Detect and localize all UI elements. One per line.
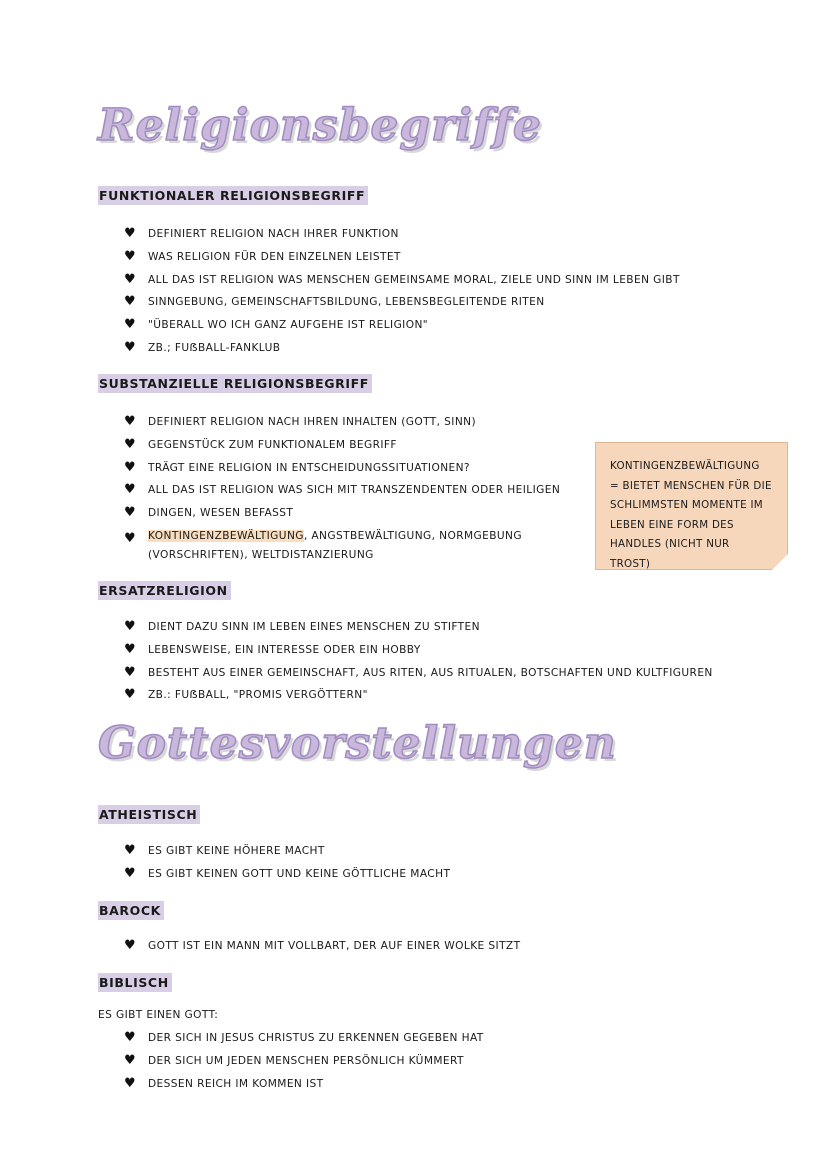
list-substanziell: [124, 416, 560, 575]
list-item: ♥ ZB.; FUẞBALL-FANKLUB: [124, 339, 281, 355]
list-item: ♥ DEFINIERT RELIGION NACH IHREN INHALTEN (GOTT, SINN): [124, 414, 476, 429]
list-item: ♥ DINGEN, WESEN BEFASST: [124, 505, 294, 521]
list-item: ♥ SINNGEBUNG, GEMEINSCHAFTSBILDUNG, LEBENSBEGLEITENDE RITEN: [124, 294, 545, 310]
note-corner-fold: [772, 554, 788, 570]
note-line: LEBEN EINE FORM DES: [610, 518, 734, 531]
list-item: ♥ DIENT DAZU SINN IM LEBEN EINES MENSCHEN ZU STIFTEN: [124, 619, 480, 634]
heart-bullet-icon: ♥: [124, 530, 137, 546]
heart-bullet-icon: ♥: [124, 641, 137, 657]
heart-bullet-icon: ♥: [124, 317, 137, 333]
list-item: ♥ ALL DAS IST RELIGION WAS MENSCHEN GEMEINSAME MORAL, ZIELE UND SINN IM LEBEN GIBT: [124, 271, 680, 287]
heart-bullet-icon: ♥: [124, 226, 137, 241]
heart-bullet-icon: ♥: [124, 843, 137, 858]
list-item: ♥ DEFINIERT RELIGION NACH IHRER FUNKTION: [124, 226, 399, 241]
list-item: ♥ WAS RELIGION FÜR DEN EINZELNEN LEISTET: [124, 248, 401, 264]
page-title-religionsbegriffe: Religionsbegriffe: [98, 100, 542, 151]
list-funktional: [124, 228, 680, 365]
list-item: ♥ "ÜBERALL WO ICH GANZ AUFGEHE IST RELIGION": [124, 317, 429, 333]
list-item: ♥ ES GIBT KEINE HÖHERE MACHT: [124, 843, 325, 858]
list-item: ♥ ES GIBT KEINEN GOTT UND KEINE GÖTTLICHE MACHT: [124, 865, 451, 881]
note-line: HANDLES (NICHT NUR TROST): [610, 538, 730, 570]
heart-bullet-icon: ♥: [124, 459, 137, 475]
list-item: ♥ ALL DAS IST RELIGION WAS SICH MIT TRANSZENDENTEN ODER HEILIGEN: [124, 482, 561, 498]
heading-biblisch: BIBLISCH: [98, 973, 172, 992]
list-item: ♥ GOTT IST EIN MANN MIT VOLLBART, DER AUF EINER WOLKE SITZT: [124, 938, 521, 953]
list-item: ♥ KONTINGENZBEWÄLTIGUNG, ANGSTBEWÄLTIGUNG, NORMGEBUNG (VORSCHRIFTEN), WELTDISTANZIERUNG: [124, 529, 522, 561]
heading-barock: BAROCK: [98, 901, 164, 920]
page-title-gottesvorstellungen: Gottesvorstellungen: [98, 718, 617, 769]
note-line: = BIETET MENSCHEN FÜR DIE: [610, 479, 772, 492]
heart-bullet-icon: ♥: [124, 271, 137, 287]
list-item: ♥ BESTEHT AUS EINER GEMEINSCHAFT, AUS RITEN, AUS RITUALEN, BOTSCHAFTEN UND KULTFIGUREN: [124, 664, 713, 680]
list-ersatzreligion: [124, 621, 713, 712]
note-line: SCHLIMMSTEN MOMENTE IM: [610, 499, 763, 511]
heart-bullet-icon: ♥: [124, 436, 137, 452]
note-line: KONTINGENZBEWÄLTIGUNG: [610, 460, 760, 472]
heart-bullet-icon: ♥: [124, 938, 137, 953]
heart-bullet-icon: ♥: [124, 1052, 137, 1068]
heading-atheistisch: ATHEISTISCH: [98, 805, 200, 824]
heart-bullet-icon: ♥: [124, 294, 137, 310]
list-item: ♥ TRÄGT EINE RELIGION IN ENTSCHEIDUNGSSITUATIONEN?: [124, 459, 470, 475]
heart-bullet-icon: ♥: [124, 248, 137, 264]
heart-bullet-icon: ♥: [124, 505, 137, 521]
heart-bullet-icon: ♥: [124, 339, 137, 355]
heading-ersatzreligion: ERSATZRELIGION: [98, 581, 231, 600]
sticky-note-kontingenzbewaeltigung: [595, 442, 788, 570]
heading-substanzielle-religionsbegriff: SUBSTANZIELLE RELIGIONSBEGRIFF: [98, 374, 372, 393]
heart-bullet-icon: ♥: [124, 619, 137, 634]
heart-bullet-icon: ♥: [124, 1030, 137, 1045]
list-biblisch: [124, 1032, 484, 1100]
heart-bullet-icon: ♥: [124, 414, 137, 429]
list-item: ♥ ZB.: FUẞBALL, "PROMIS VERGÖTTERN": [124, 687, 368, 703]
list-item: ♥ GEGENSTÜCK ZUM FUNKTIONALEM BEGRIFF: [124, 436, 397, 452]
list-atheistisch: [124, 845, 450, 891]
list-item: ♥ DER SICH IN JESUS CHRISTUS ZU ERKENNEN GEGEBEN HAT: [124, 1030, 484, 1045]
heart-bullet-icon: ♥: [124, 664, 137, 680]
highlighted-term: KONTINGENZBEWÄLTIGUNG: [148, 529, 304, 542]
list-item: ♥ DESSEN REICH IM KOMMEN IST: [124, 1075, 324, 1091]
list-item: ♥ LEBENSWEISE, EIN INTERESSE ODER EIN HOBBY: [124, 641, 421, 657]
heart-bullet-icon: ♥: [124, 687, 137, 703]
list-barock: [124, 940, 520, 963]
heart-bullet-icon: ♥: [124, 1075, 137, 1091]
list-item: ♥ DER SICH UM JEDEN MENSCHEN PERSÖNLICH KÜMMERT: [124, 1052, 464, 1068]
heart-bullet-icon: ♥: [124, 865, 137, 881]
biblisch-intro: ES GIBT EINEN GOTT:: [98, 1009, 219, 1021]
heading-funktionaler-religionsbegriff: FUNKTIONALER RELIGIONSBEGRIFF: [98, 186, 368, 205]
heart-bullet-icon: ♥: [124, 482, 137, 498]
